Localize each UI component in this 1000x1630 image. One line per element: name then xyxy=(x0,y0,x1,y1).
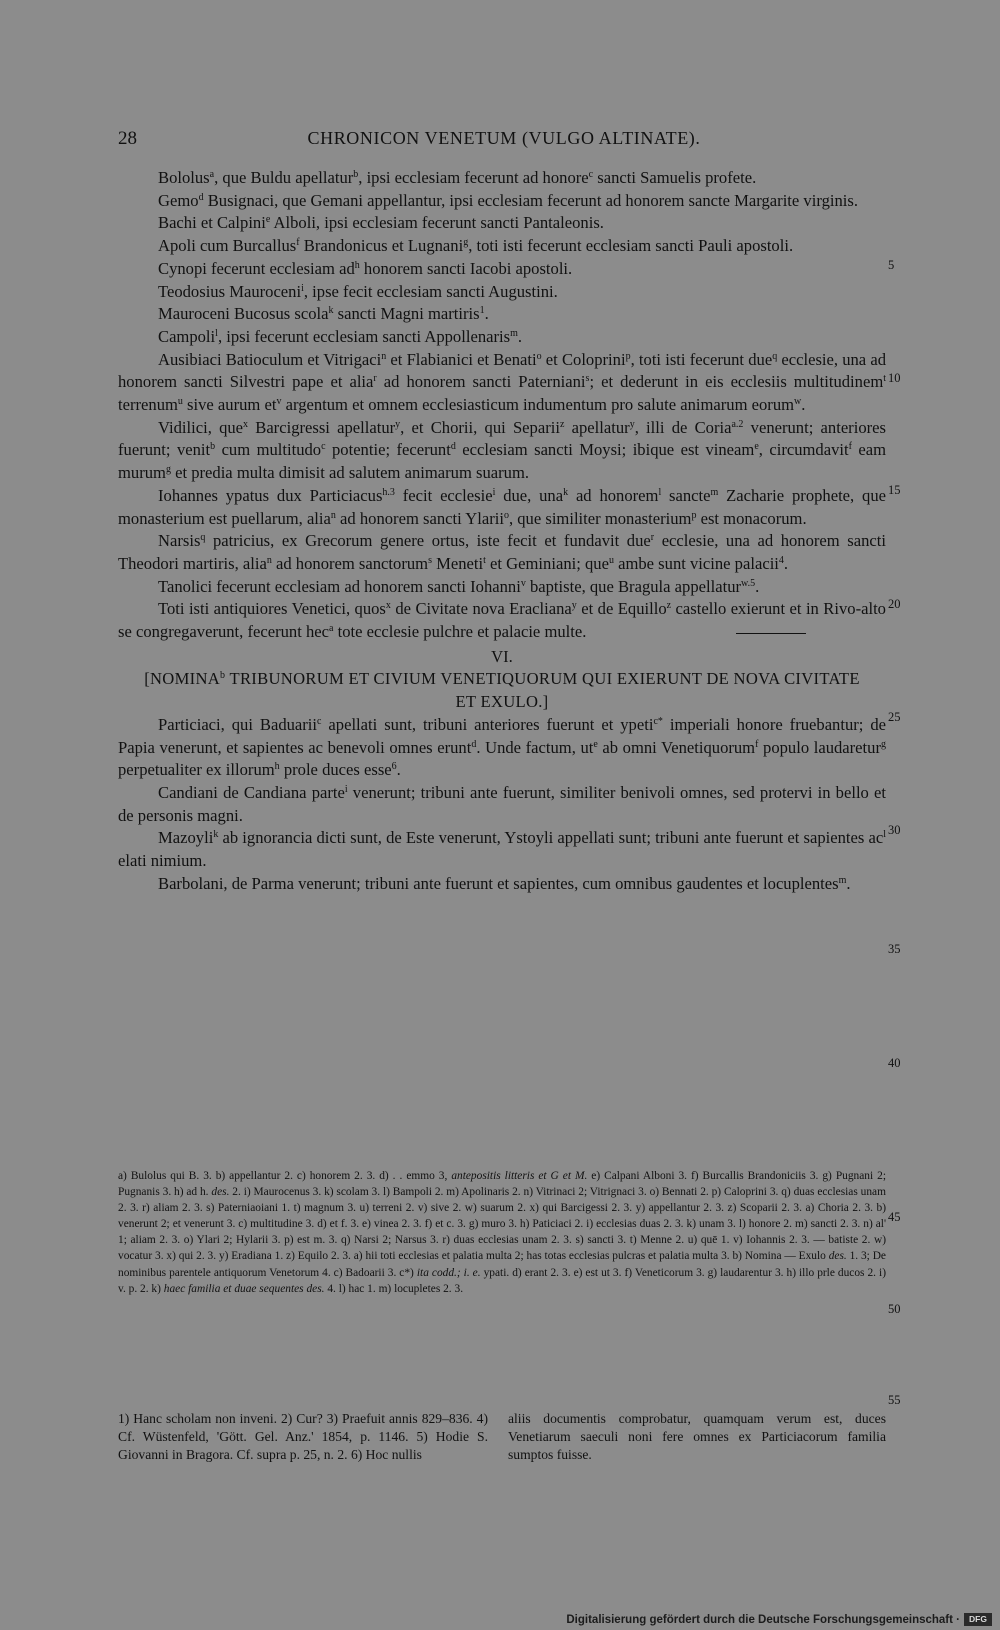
line-number: 55 xyxy=(888,1393,901,1407)
page-number: 28 xyxy=(118,128,137,149)
section-title: [NOMINA$^b$ TRIBUNORUM ET CIVIUM VENETIQUORUM QUI EXIERUNT DE NOVA CIVITATE ET EXULO.] xyxy=(144,669,860,712)
page-header xyxy=(118,128,890,152)
line-number: 15 xyxy=(888,483,901,497)
dfg-logo-icon: DFG xyxy=(964,1613,992,1626)
paragraph: Toti isti antiquiores Venetici, quos$^x$ de Civitate nova Eracliana$^y$ et de Equillo$^z$ castello exierunt et in Rivo-alto se congregaverunt, fecerunt hec$^a$ tote ecclesie pulchre et palacie multe. xyxy=(118,599,886,642)
line-number: 20 xyxy=(888,597,901,611)
paragraph: Iohannes ypatus dux Particiacus$^{h.3}$ fecit ecclesie$^i$ due, una$^k$ ad honorem$^l$ sancte$^m$ Zacharie prophete, que monasterium est puellarum, alia$^n$ ad honorem sancti Ylarii$^o$, que similiter monasterium$^p$ est monacorum. xyxy=(118,485,886,528)
line-number: 5 xyxy=(888,258,895,272)
paragraph: Vidilici, que$^x$ Barcigressi apellatur$^y$, et Chorii, qui Separii$^z$ apellatur$^y$, illi de Coria$^{a.2}$ venerunt; anteriores fuerunt; venit$^b$ cum multitudo$^c$ potentie; fecerunt$^d$ ecclesiam sancti Moysi; ibique est vineam$^e$, circumdavit$^f$ eam murum$^g$ et predia multa dimisit ad salutem animarum suarum. xyxy=(118,417,887,483)
funding-credit: Digitalisierung gefördert durch die Deutsche Forschungsgemeinschaft · xyxy=(566,1614,960,1626)
paragraph: Apoli cum Burcallus$^f$ Brandonicus et Lugnani$^g$, toti isti fecerunt ecclesiam sancti Pauli apostoli. xyxy=(158,236,794,256)
line-number: 50 xyxy=(888,1302,901,1316)
paragraph: Candiani de Candiana parte$^i$ venerunt; tribuni ante fuerunt, similiter benivoli omnes, sed protervi in bello et de personis magni. xyxy=(118,782,886,825)
paragraph: Teodosius Mauroceni$^i$, ipse fecit ecclesiam sancti Augustini. xyxy=(158,281,558,301)
running-title: CHRONICON VENETUM (VULGO ALTINATE). xyxy=(307,128,701,148)
editor-notes-right-column: aliis documentis comprobatur, quamquam verum est, duces Venetiarum saeculi noni fere omnes ex Particiacorum familia sumptos fuisse. xyxy=(508,1411,886,1463)
digitization-footer xyxy=(0,1608,1000,1630)
paragraph: Mazoyli$^k$ ab ignorancia dicti sunt, de Este venerunt, Ystoyli appellati sunt; tribuni ante fuerunt et sapientes $ac^l$ elati nimium. xyxy=(118,828,886,871)
section-number: VI. xyxy=(491,646,513,666)
paragraph: Gemo$^d$ Busignaci, que Gemani appellantur, ipsi ecclesiam fecerunt ad honorem sancte Margarite virginis. xyxy=(158,190,858,210)
paragraph: Tanolici fecerunt ecclesiam ad honorem sancti Iohanni$^v$ baptiste, que Bragula appellatur$^{w.5}$. xyxy=(158,576,760,596)
editor-notes-left-column: 1) Hanc scholam non inveni. 2) Cur? 3) Praefuit annis 829–836. 4) Cf. Wüstenfeld, 'Gött. Gel. Anz.' 1854, p. 1146. 5) Hodie S. Giovanni in Bragora. Cf. supra p. 25, n. 2. 6) Hoc nullis xyxy=(118,1411,488,1463)
line-number: 45 xyxy=(888,1210,901,1224)
paragraph: Ausibiaci Batioculum et Vitrigaci$^n$ et Flabianici et Benati$^o$ et Coloprini$^p$, toti isti fecerunt due$^q$ ecclesie, una ad honorem sancti Silvestri pape et alia$^r$ ad honorem sancti Paterniani$^s$; et dederunt in eis ecclesiis multitudinem$^t$ terrenum$^u$ sive aurum $et^v$ argentum et omnem ecclesiasticum indumentum pro salute animarum eorum$^w$. xyxy=(118,349,887,415)
paragraph: Narsis$^q$ patricius, ex Grecorum genere ortus, iste fecit et fundavit due$^r$ ecclesie, una ad honorem sancti Theodori martiris, alia$^n$ ad honorem sanctorum$^s$ Meneti$^t$ et Geminiani; que$^u$ ambe sunt vicine palacii$^4$. xyxy=(118,531,886,573)
paragraph: Cynopi fecerunt ecclesiam $ad^h$ honorem sancti Iacobi apostoli. xyxy=(158,258,573,278)
apparatus-text: a) Bulolus qui B. 3. b) appellantur 2. c) honorem 2. 3. d) . . emmo 3, antepositis litteris et G et M. e) Calpani Alboni 3. f) Burcallis Brandoniciis 3. g) Pugnani 2; Pugnanis 3. h) ad h. des. 2. i) Maurocenus 3. k) scolam 3. l) Bampoli 2. m) Apolinaris 2. n) Vitrinaci 2; Vitrignaci 3. o) Bennati 2. p) Caloprini 3. q) duas ecclesias unam 2. 3. r) aliam 2. 3. s) Paterniaoiani 1. t) magnum 3. u) terreni 2. v) sive 2. w) suarum 2. x) qui Barcigessi 2. 3. y) appellantur 2. 3. z) Scoparii 2. 3. a) Choria 2. 3. b) venerunt 2; et venerunt 3. c) multitudine 3. d) et f. 3. e) vinea 2. 3. f) et c. 3. g) muro 3. h) Paticiaci 2. i) ecclesias duas 2. 3. k) unam 3. l) honore 2. m) sancti 2. 3. n) al' 1; aliam 2. 3. o) Ylari 2; Hylarii 3. p) est m. 3. q) Narsi 2; Narsus 3. r) duas ecclesias unam 2. 3. s) sancti 3. t) Menne 2. u) quē 1. v) Iohannis 2. 3. — batiste 2. w) vocatur 3. x) qui 2. 3. y) Eradiana 1. z) Equilo 2. 3. a) hii toti ecclesias et palatia multa 2; has totas ecclesias pulcras et palatia multa 3. b) Nomina — Exulo des. 1. 3; De nominibus parentele antiquorum Venetorum 4. c) Badoarii 3. c*) ita codd.; i. e. ypati. d) erant 2. 3. e) est ut 3. f) Veneticorum 3. g) laudarentur 3. h) illo prle ducos 2. i) v. p. 2. k) haec familia et duae sequentes des. 4. l) hac 1. m) locupletes 2. 3. xyxy=(118,1170,886,1295)
line-number: 35 xyxy=(888,942,901,956)
paragraph: Bololus$^a$, que Buldu apellatur$^b$, ipsi ecclesiam fecerunt ad honore$^c$ sancti Samuelis profete. xyxy=(158,168,757,187)
paragraph: Particiaci, qui Baduarii$^c$ apellati sunt, tribuni anteriores fuerunt et ypeti$^{c*}$ imperiali honore fruebantur; de Papia venerunt, et sapientes ac benevoli omnes erunt$^d$. Unde factum, $ut^e$ ab omni Venetiquorum$^f$ populo laudaretur$^g$ perpetualiter ex illorum$^h$ prole duces esse$^6$. xyxy=(118,714,887,780)
line-number: 30 xyxy=(888,823,901,837)
line-number: 25 xyxy=(888,710,901,724)
main-text xyxy=(118,167,886,896)
paragraph: Barbolani, de Parma venerunt; tribuni ante fuerunt et sapientes, cum omnibus gaudentes et locuplentes$^m$. xyxy=(158,873,851,893)
paragraph: Mauroceni Bucosus scola$^k$ sancti Magni martiris$^1$. xyxy=(158,304,489,324)
critical-apparatus xyxy=(118,1168,886,1297)
line-number: 10 xyxy=(888,371,901,385)
section-separator-rule xyxy=(736,633,806,634)
paragraph: Campoli$^l$, ipsi fecerunt ecclesiam sancti Appollenaris$^m$. xyxy=(158,326,523,346)
line-number: 40 xyxy=(888,1056,901,1070)
margin-line-numbers xyxy=(888,0,918,1630)
paragraph: Bachi et Calpini$^e$ Alboli, ipsi ecclesiam fecerunt sancti Pantaleonis. xyxy=(158,213,604,233)
